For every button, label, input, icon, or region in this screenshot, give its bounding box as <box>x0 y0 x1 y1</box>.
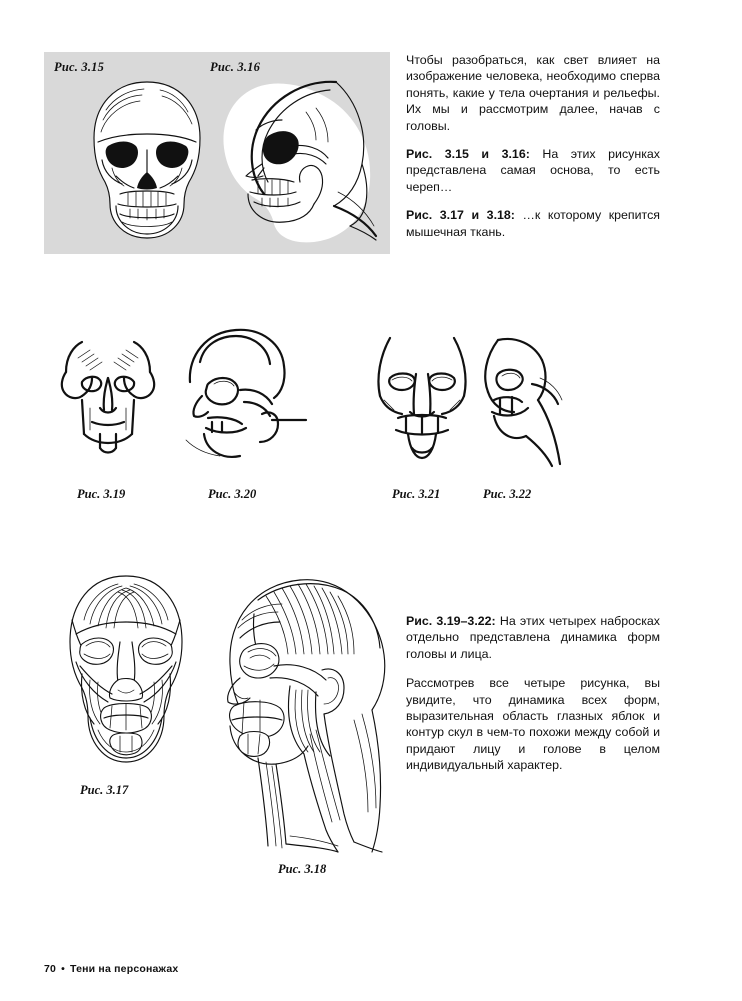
skull-side-illustration <box>208 72 384 248</box>
figure-ref-text-3: На этих четырех набросках отдельно представлена динамика форм головы и лица. <box>406 614 660 661</box>
figure-caption-3-17: Рис. 3.17 <box>80 783 129 797</box>
figure-caption-3-22: Рис. 3.22 <box>483 487 532 501</box>
page-footer <box>44 963 178 975</box>
page-number: 70 <box>44 963 57 975</box>
musculature-side-illustration <box>204 574 404 854</box>
figure-ref-3-17-3-18 <box>406 207 660 240</box>
figure-ref-text-2: …к которому крепится мышечная ткань. <box>406 208 660 239</box>
intro-text-column <box>406 52 660 240</box>
sketch-3-19-illustration <box>48 330 168 475</box>
figure-caption-3-16: Рис. 3.16 <box>210 60 261 74</box>
figure-caption-3-21: Рис. 3.21 <box>392 487 441 501</box>
lower-paragraph: Рассмотрев все четыре рисунка, вы увидите, что динамика всех форм, выразительная область глазных яблок и контур скул в чем-то похожи между собой и придают лицу и голове в целом индивидуальный характер. <box>406 676 660 773</box>
sketch-3-21-illustration <box>368 330 476 475</box>
chapter-title: Тени на персонажах <box>69 963 179 975</box>
musculature-front-illustration <box>46 570 206 775</box>
figure-ref-label-2: Рис. 3.17 и 3.18: <box>406 208 515 223</box>
figure-caption-3-15: Рис. 3.15 <box>54 60 105 74</box>
sketch-3-20-illustration <box>178 318 310 468</box>
skull-front-illustration <box>72 76 222 246</box>
figure-ref-label-3: Рис. 3.19–3.22: <box>406 614 496 628</box>
sketch-3-22-illustration <box>472 330 582 475</box>
lower-text-column <box>406 613 660 774</box>
figure-caption-3-20: Рис. 3.20 <box>208 487 257 501</box>
top-figure-panel <box>44 52 390 254</box>
footer-separator: • <box>61 963 65 975</box>
figure-ref-3-19-3-22 <box>406 613 660 662</box>
figure-ref-label: Рис. 3.15 и 3.16: <box>406 147 530 162</box>
figure-caption-3-18: Рис. 3.18 <box>278 862 327 876</box>
figure-caption-3-19: Рис. 3.19 <box>77 487 126 501</box>
figure-ref-text: На этих рисунках представлена самая основа, то есть череп… <box>406 147 660 194</box>
figure-ref-3-15-3-16 <box>406 146 660 195</box>
intro-paragraph: Чтобы разобраться, как свет влияет на изображение человека, необходимо сперва понять, какие у тела очертания и рельефы. Их мы и рассмотрим далее, начав с головы. <box>406 53 660 133</box>
